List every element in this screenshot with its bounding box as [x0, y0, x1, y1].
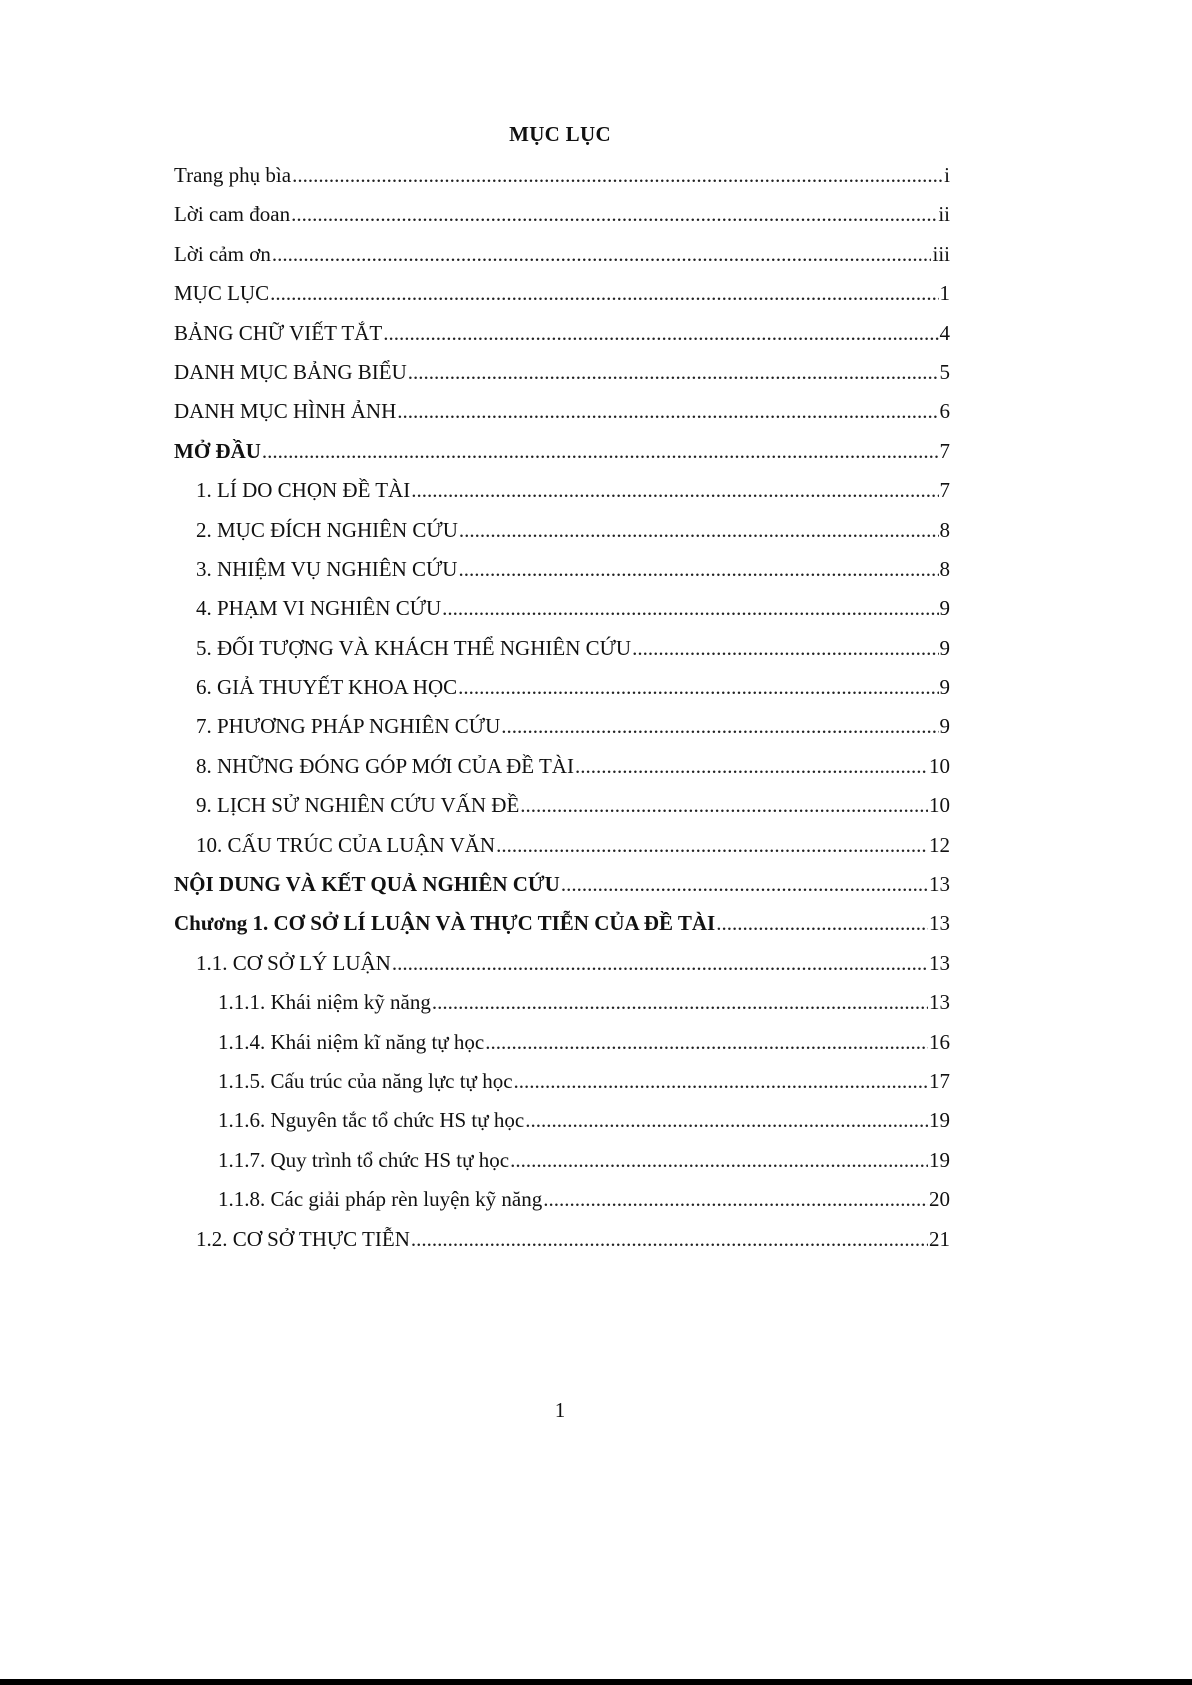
toc-entry-page: 13	[929, 911, 950, 936]
toc-entry-text: 8. NHỮNG ĐÓNG GÓP MỚI CỦA ĐỀ TÀI	[196, 753, 574, 778]
toc-entry-text: Lời cảm ơn	[174, 241, 271, 266]
toc-entry-text: 10. CẤU TRÚC CỦA LUẬN VĂN	[196, 832, 496, 857]
toc-entry-page: 5	[939, 359, 950, 384]
toc-entry[interactable]	[174, 1027, 950, 1066]
toc-leader-dots	[383, 318, 938, 348]
toc-entry-text: 9. LỊCH SỬ NGHIÊN CỨU VẤN ĐỀ	[196, 793, 520, 818]
toc-entry-text: 1.1.8. Các giải pháp rèn luyện kỹ năng	[218, 1187, 543, 1212]
toc-leader-dots	[525, 1105, 928, 1135]
toc-entry-text: Chương 1. CƠ SỞ LÍ LUẬN VÀ THỰC TIỄN CỦA ĐỀ TÀI	[174, 911, 716, 936]
toc-entry-page: 1	[939, 281, 950, 306]
toc-entry[interactable]	[174, 160, 950, 199]
toc-entry-page: 13	[929, 950, 950, 975]
toc-entry[interactable]	[174, 948, 950, 987]
toc-entry-text: 7. PHƯƠNG PHÁP NGHIÊN CỨU	[196, 714, 501, 739]
toc-leader-dots	[459, 515, 939, 545]
toc-leader-dots	[716, 908, 928, 938]
toc-entry-text: Trang phụ bìa	[174, 163, 292, 187]
toc-entry[interactable]	[174, 987, 950, 1026]
toc-entry-page: 19	[929, 1147, 950, 1172]
toc-entry-text: MỤC LỤC	[174, 281, 270, 306]
toc-entry[interactable]	[174, 318, 950, 357]
toc-entry-text: 5. ĐỐI TƯỢNG VÀ KHÁCH THỂ NGHIÊN CỨU	[196, 635, 632, 660]
toc-leader-dots	[632, 633, 938, 663]
toc-leader-dots	[458, 554, 938, 584]
toc-leader-dots	[262, 436, 939, 466]
toc-entry-page: 9	[939, 675, 950, 700]
toc-entry-page: 4	[939, 320, 950, 345]
toc-entry-page: 7	[939, 438, 950, 463]
toc-entry-page: 13	[929, 872, 950, 897]
toc-entry-text: NỘI DUNG VÀ KẾT QUẢ NGHIÊN CỨU	[174, 872, 560, 897]
toc-entry[interactable]	[174, 790, 950, 829]
toc-entry[interactable]	[174, 1145, 950, 1184]
toc-entry-page: 8	[939, 556, 950, 581]
toc-entry-page: 13	[929, 990, 950, 1015]
toc-leader-dots	[408, 357, 939, 387]
toc-entry[interactable]	[174, 278, 950, 317]
toc-entry-page: 16	[929, 1029, 950, 1054]
toc-entry[interactable]	[174, 1184, 950, 1223]
toc-entry-text: 1.1.5. Cấu trúc của năng lực tự học	[218, 1068, 513, 1093]
toc-leader-dots	[272, 239, 932, 269]
toc-entry[interactable]	[174, 475, 950, 514]
toc-entry-page: 20	[929, 1187, 950, 1212]
toc-entry[interactable]	[174, 593, 950, 632]
toc-entry[interactable]	[174, 396, 950, 435]
toc-entry-page: 21	[929, 1226, 950, 1251]
toc-entry[interactable]	[174, 357, 950, 396]
toc-entry-text: 1.1.7. Quy trình tổ chức HS tự học	[218, 1147, 510, 1172]
toc-entry-heading[interactable]	[174, 908, 950, 947]
toc-entry-text: 1.2. CƠ SỞ THỰC TIỄN	[196, 1226, 410, 1251]
toc-entry[interactable]	[174, 711, 950, 750]
toc-entry-text: BẢNG CHỮ VIẾT TẮT	[174, 320, 383, 345]
toc-leader-dots	[561, 869, 928, 899]
toc-entry[interactable]	[174, 830, 950, 869]
toc-entry-page: 9	[939, 635, 950, 660]
toc-entry-page: 9	[939, 596, 950, 621]
toc-entry-page: 8	[939, 517, 950, 542]
toc-entry-text: 1.1.6. Nguyên tắc tổ chức HS tự học	[218, 1108, 525, 1133]
toc-entry[interactable]	[174, 515, 950, 554]
toc-leader-dots	[411, 475, 938, 505]
toc-entry-page: 9	[939, 714, 950, 739]
toc-leader-dots	[458, 672, 938, 702]
toc-leader-dots	[501, 711, 938, 741]
toc-leader-dots	[411, 1224, 928, 1254]
toc-entry[interactable]	[174, 1066, 950, 1105]
toc-entry[interactable]	[174, 672, 950, 711]
toc-entry-page: 10	[929, 753, 950, 778]
toc-leader-dots	[397, 396, 938, 426]
toc-leader-dots	[510, 1145, 928, 1175]
toc-entry[interactable]	[174, 1224, 950, 1263]
toc-leader-dots	[442, 593, 938, 623]
toc-entry-page: 10	[929, 793, 950, 818]
toc-entry[interactable]	[174, 199, 950, 238]
page-number: 1	[554, 1398, 566, 1422]
toc-entry[interactable]	[174, 1105, 950, 1144]
toc-entry-text: 1.1. CƠ SỞ LÝ LUẬN	[196, 950, 391, 975]
toc-entry-text: 3. NHIỆM VỤ NGHIÊN CỨU	[196, 556, 458, 581]
toc-entry-text: DANH MỤC BẢNG BIỂU	[174, 359, 407, 384]
toc-entry-text: DANH MỤC HÌNH ẢNH	[174, 399, 397, 424]
toc-leader-dots	[432, 987, 928, 1017]
toc-entry[interactable]	[174, 633, 950, 672]
toc-leader-dots	[485, 1027, 928, 1057]
toc-entry-text: 4. PHẠM VI NGHIÊN CỨU	[196, 596, 442, 621]
page-bottom-border	[0, 1679, 1192, 1685]
toc-entry-page: 19	[929, 1108, 950, 1133]
toc-leader-dots	[292, 160, 943, 190]
toc-entry[interactable]	[174, 751, 950, 790]
toc-title: MỤC LỤC	[509, 122, 611, 146]
toc-entry-text: MỞ ĐẦU	[174, 438, 261, 463]
toc-leader-dots	[543, 1184, 928, 1214]
toc-leader-dots	[496, 830, 928, 860]
toc-entry-page: iii	[932, 241, 950, 266]
toc-entry-text: 1.1.4. Khái niệm kĩ năng tự học	[218, 1029, 485, 1054]
toc-entry-page: ii	[938, 202, 950, 227]
toc-entry-page: 7	[939, 478, 950, 503]
toc-entry-page: i	[944, 163, 950, 187]
toc-entry[interactable]	[174, 239, 950, 278]
toc-entry-text: 1. LÍ DO CHỌN ĐỀ TÀI	[196, 478, 411, 503]
toc-entry-page: 17	[929, 1068, 950, 1093]
toc-entry-text: 1.1.1. Khái niệm kỹ năng	[218, 990, 431, 1015]
toc-leader-dots	[514, 1066, 928, 1096]
toc-leader-dots	[392, 948, 928, 978]
toc-leader-dots	[291, 199, 937, 229]
toc-entry-heading[interactable]	[174, 436, 950, 475]
toc-entry[interactable]	[174, 554, 950, 593]
toc-entry-page: 6	[939, 399, 950, 424]
toc-entry-page: 12	[929, 832, 950, 857]
toc-leader-dots	[270, 278, 938, 308]
toc-entry-text: 6. GIẢ THUYẾT KHOA HỌC	[196, 675, 458, 700]
toc-entry-text: Lời cam đoan	[174, 202, 291, 227]
toc-leader-dots	[575, 751, 928, 781]
toc-entry-heading[interactable]	[174, 869, 950, 908]
table-of-contents	[174, 160, 950, 1263]
toc-leader-dots	[520, 790, 928, 820]
toc-entry-text: 2. MỤC ĐÍCH NGHIÊN CỨU	[196, 517, 458, 542]
